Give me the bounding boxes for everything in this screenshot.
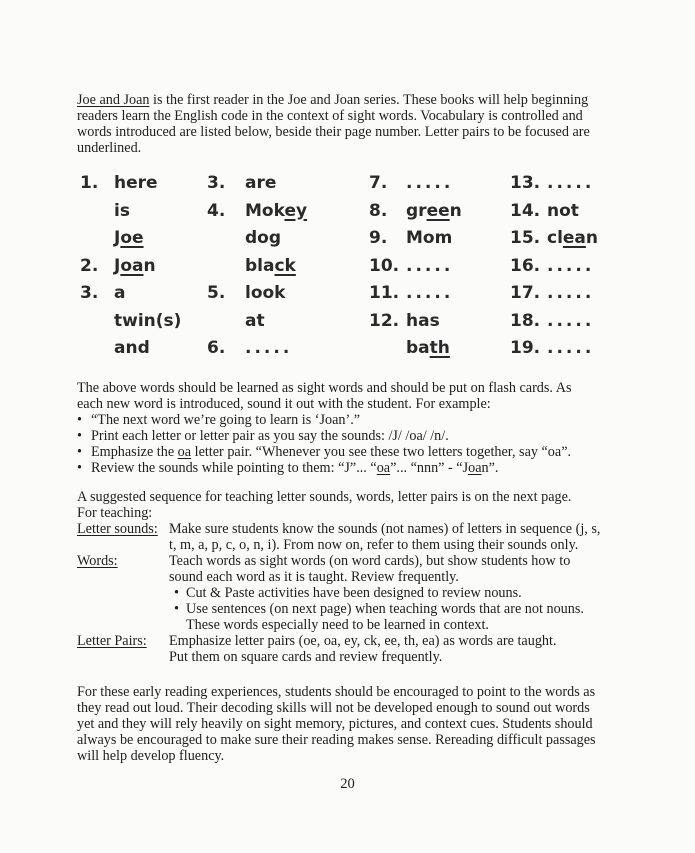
vocab-word: is — [114, 200, 130, 221]
words-bullet: • Use sentences (on next page) when teaching words that are not nouns. — [174, 601, 584, 617]
page-number-label: 5. — [207, 283, 226, 303]
vocab-word: ..... — [547, 283, 595, 303]
vocab-word: Joe — [114, 228, 144, 248]
letter-pairs-text: Emphasize letter pairs (oe, oa, ey, ck, ee, th, ea) as words are taught. Put them on square cards and review frequently. — [169, 633, 557, 665]
bullet-icon: • — [174, 601, 179, 617]
page-number-label: 10. — [369, 255, 400, 276]
letter-pair: oa — [177, 444, 192, 460]
sight-words-paragraph — [77, 380, 637, 476]
bullet-icon: • — [77, 460, 82, 476]
page-number-label: 18. — [510, 310, 541, 331]
page-number-label: 16. — [510, 255, 541, 276]
example-bullet: • Print each letter or letter pair as you say the sounds: /J/ /oa/ /n/. — [77, 428, 449, 444]
vocab-word: ..... — [406, 173, 454, 193]
vocab-word: ..... — [406, 283, 454, 303]
vocab-word: clean — [547, 228, 599, 248]
book-title: Joe and Joan — [77, 92, 150, 108]
vocab-word: ..... — [547, 310, 595, 331]
vocab-word: are — [245, 173, 277, 193]
letter-pairs-label: Letter Pairs: — [77, 633, 147, 649]
page-number-label: 13. — [510, 173, 541, 193]
vocab-word: has — [406, 310, 440, 331]
teaching-intro: A suggested sequence for teaching letter sounds, words, letter pairs is on the next page. For teaching: — [77, 489, 572, 521]
vocab-word: ..... — [406, 255, 454, 276]
vocab-word: look — [245, 283, 286, 303]
page-number-label: 9. — [369, 228, 388, 248]
vocab-word: ..... — [547, 338, 595, 358]
closing-paragraph: For these early reading experiences, students should be encouraged to point to the words as they read out loud. Their decoding skills will not be developed enough to sound out words yet and they will rely heavily on sight memory, pictures, and context cues. Students should always be encouraged to make sure their reading makes sense. Rereading difficult passages will help develop fluency. — [77, 684, 596, 764]
words-text: Teach words as sight words (on word cards), but show students how to sound each word as it is taught. Review frequently. • Cut & Paste activities have been designed to review nouns. • Use sentences (on next page) when teaching words that are not nouns. These words especially need to be learned in context. — [169, 553, 639, 633]
intro-line: words introduced are listed below, beside their page number. Letter pairs to be focused are — [77, 124, 590, 140]
letter-pair: ey — [284, 200, 308, 221]
letter-sounds-text: Make sure students know the sounds (not names) of letters in sequence (j, s, t, m, a, p, c, o, n, i). From now on, refer to them using their sounds only. — [169, 521, 601, 553]
page-number-label: 15. — [510, 228, 541, 248]
letter-pair: th — [429, 338, 450, 358]
intro-line: underlined. — [77, 140, 142, 156]
vocab-word: Joan — [114, 255, 156, 276]
vocab-word: Mom — [406, 228, 453, 248]
page-number-label: 14. — [510, 200, 541, 221]
vocab-word: black — [245, 255, 296, 276]
page-number-label: 4. — [207, 200, 226, 221]
page-number-label: 3. — [207, 173, 226, 193]
page-number-label: 2. — [80, 255, 99, 276]
letter-pair: ee — [426, 200, 450, 221]
letter-pair: oa — [376, 460, 391, 476]
vocab-word: ..... — [547, 173, 595, 193]
bullet-icon: • — [77, 412, 82, 428]
page-number-label: 17. — [510, 283, 541, 303]
vocab-word: green — [406, 200, 462, 221]
vocab-word: twin(s) — [114, 310, 182, 331]
vocab-word: dog — [245, 228, 282, 248]
sight-words-line: The above words should be learned as sight words and should be put on flash cards. As — [77, 380, 572, 396]
page-number-label: 6. — [207, 338, 226, 358]
page-number-label: 1. — [80, 173, 99, 193]
vocab-word: ..... — [547, 255, 595, 276]
letter-pair: ck — [274, 255, 296, 276]
vocab-word: Mokey — [245, 200, 308, 221]
letter-pair: oa — [468, 460, 482, 476]
sight-words-line: each new word is introduced, sound it out with the student. For example: — [77, 396, 491, 412]
letter-pair: ea — [562, 228, 586, 248]
example-bullet: • “The next word we’re going to learn is ‘Joan’.” — [77, 412, 361, 428]
vocab-word: a — [114, 283, 126, 303]
example-bullet: • Emphasize the oa letter pair. “Whenever you see these two letters together, say “oa”. — [77, 444, 572, 460]
page-number-label: 3. — [80, 283, 99, 303]
vocab-word: here — [114, 173, 158, 193]
bullet-icon: • — [77, 428, 82, 444]
page-number-label: 12. — [369, 310, 400, 331]
vocab-word: and — [114, 338, 150, 358]
words-bullet: • Cut & Paste activities have been designed to review nouns. — [174, 585, 522, 601]
bullet-icon: • — [174, 585, 179, 601]
intro-paragraph — [77, 92, 637, 156]
page-number-label: 8. — [369, 200, 388, 221]
intro-line: Joe and Joan is the first reader in the Joe and Joan series. These books will help beginning — [77, 92, 589, 108]
letter-pair: oe — [120, 228, 144, 248]
vocab-word: not — [547, 200, 579, 221]
vocab-word: bath — [406, 338, 450, 358]
words-label: Words: — [77, 553, 118, 569]
page-number: 20 — [340, 776, 355, 792]
page-number-label: 11. — [369, 283, 400, 303]
example-bullet: • Review the sounds while pointing to them: “J”... “oa”... “nnn” - “Joan”. — [77, 460, 499, 476]
bullet-icon: • — [77, 444, 82, 460]
vocab-word: ..... — [245, 338, 293, 358]
vocab-word: at — [245, 310, 265, 331]
letter-sounds-label: Letter sounds: — [77, 521, 158, 537]
page-number-label: 19. — [510, 338, 541, 358]
page-number-label: 7. — [369, 173, 388, 193]
intro-line: readers learn the English code in the context of sight words. Vocabulary is controlled and — [77, 108, 583, 124]
letter-pair: oa — [120, 255, 144, 276]
